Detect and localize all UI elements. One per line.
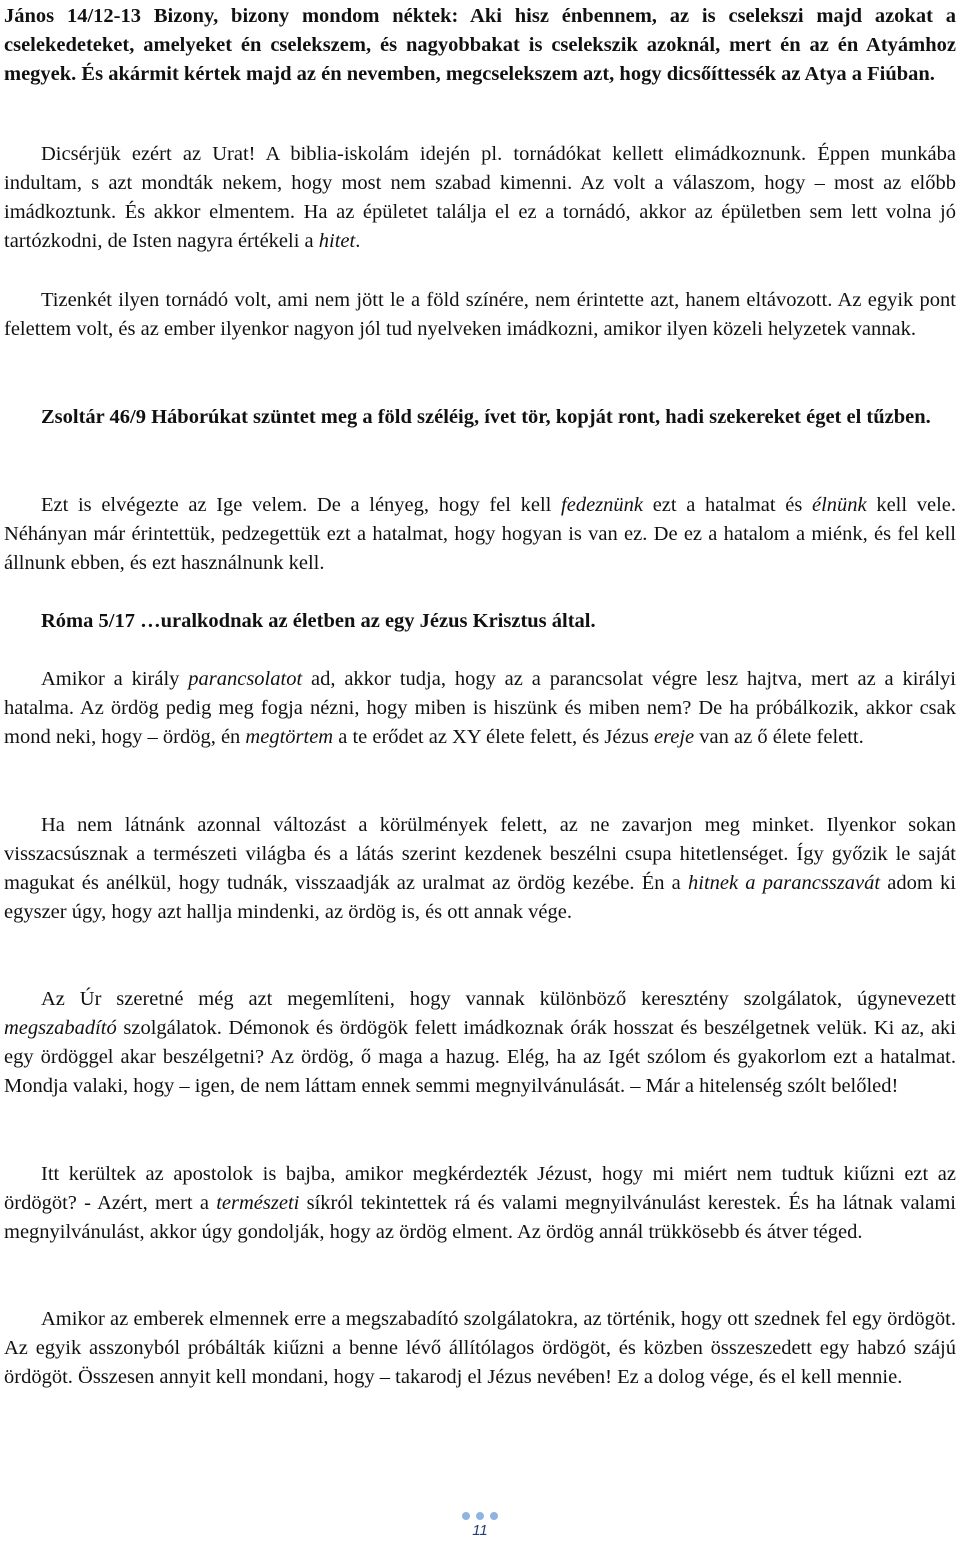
text-run: van az ő élete felett. — [694, 726, 864, 748]
text-run: kell vele. Néhányan már érintettük, pedzegettük ezt a hatalmat, hogy hogyan is van ez. De ez a hatalom a miénk, és fel kell állnunk ebben, és ezt használnunk kell. — [4, 494, 956, 574]
text-run: Ha nem látnánk azonnal változást a körülmények felett, az ne zavarjon meg minket. Ilyenkor sokan visszacsúsznak a természeti világba és a látás szerint kezdenek beszélni csupa hitetlenséget. Így győzik le saját magukat és anélkül, hogy tudnák, visszaadják az uralmat az ördög kezébe. Én a — [4, 814, 956, 894]
text-run: Dicsérjük ezért az Urat! A biblia-iskolám idején pl. tornádókat kellett elimádkoznunk. Éppen munkába indultam, s azt mondták nekem, hogy most nem szabad kimenni. Az volt a válaszom, hogy – most az előbb imádkoztunk. És akkor elmentem. Ha az épületet találja el ez a tornádó, akkor az épületben sem lett volna jó tartózkodni, de Isten nagyra értékeli a — [4, 143, 956, 252]
body-paragraph — [4, 286, 956, 344]
emphasized-text: ereje — [653, 726, 695, 748]
text-run: János 14/12-13 Bizony, bizony mondom néktek: Aki hisz énbennem, az is cselekszi majd azokat a cselekedeteket, amelyeket én cselekszem, és nagyobbakat is cselekszik azoknál, mert én az én Atyámhoz megyek. És akármit kértek majd az én nevemben, megcselekszem azt, hogy dicsőíttessék az Atya a Fiúban. — [4, 5, 956, 85]
body-paragraph — [4, 491, 956, 578]
footer-dots-ornament — [0, 1512, 960, 1520]
text-run: szolgálatok. Démonok és ördögök felett imádkoznak órák hosszat és beszélgetnek velük. Ki az, aki egy ördöggel akar beszélgetni? Az ördög, ő maga a hazug. Elég, ha az Igét szólom és gyakorlom ezt a hatalmat. Mondja valaki, hogy – igen, de nem láttam ennek semmi megnyilvánulását. – Már a hitelenség szólt belőled! — [4, 1017, 956, 1097]
scripture-reference-paragraph — [4, 2, 956, 89]
emphasized-text: hitnek a parancsszavát — [688, 872, 881, 894]
text-run: Az Úr szeretné még azt megemlíteni, hogy vannak különböző keresztény szolgálatok, úgynevezett — [41, 988, 956, 1010]
emphasized-text: parancsolatot — [188, 668, 303, 690]
text-run: Tizenkét ilyen tornádó volt, ami nem jött le a föld színére, nem érintette azt, hanem eltávozott. Az egyik pont felettem volt, és az ember ilyenkor nagyon jól tud nyelveken imádkozni, amikor ilyen közeli helyzetek vannak. — [4, 289, 956, 340]
text-run: Zsoltár 46/9 Háborúkat szüntet meg a föld széléig, ívet tör, kopját ront, hadi szekereket éget el tűzben. — [41, 406, 931, 428]
body-paragraph — [4, 140, 956, 256]
emphasized-text: megtörtem — [245, 726, 334, 748]
text-run: síkról tekintettek rá és valami megnyilvánulást kerestek. És ha látnak valami megnyilvánulást, akkor úgy gondolják, hogy az ördög elment. Az ördög annál trükkösebb és átver téged. — [4, 1192, 956, 1243]
emphasized-text: természeti — [216, 1192, 300, 1214]
page-footer — [0, 1512, 960, 1539]
body-paragraph — [4, 811, 956, 927]
footer-dot — [462, 1512, 470, 1520]
text-run: Ezt is elvégezte az Ige velem. De a lényeg, hogy fel kell — [41, 494, 562, 516]
text-run: Itt kerültek az apostolok is bajba, amikor megkérdezték Jézust, hogy mi miért nem tudtuk kiűzni ezt az ördögöt? - Azért, mert a — [4, 1163, 956, 1214]
page-number: 11 — [472, 1522, 488, 1539]
text-run: Róma 5/17 …uralkodnak az életben az egy Jézus Krisztus által. — [41, 610, 596, 632]
footer-dot — [490, 1512, 498, 1520]
emphasized-text: hitet — [318, 230, 356, 252]
scripture-reference-paragraph — [4, 403, 956, 432]
text-run: ad, akkor tudja, hogy az a parancsolat végre lesz hajtva, mert az a királyi hatalma. Az ördög pedig meg fogja nézni, hogy miben is hiszünk és miben nem? De ha próbálkozik, akkor csak mond neki, hogy – ördög, én — [4, 668, 956, 748]
emphasized-text: megszabadító — [4, 1017, 117, 1039]
text-run: Amikor az emberek elmennek erre a megszabadító szolgálatokra, az történik, hogy ott szednek fel egy ördögöt. Az egyik asszonyból próbálták kiűzni a benne lévő állítólagos ördögöt, és közben összeszedett egy habzó szájú ördögöt. Összesen annyit kell mondani, hogy – takarodj el Jézus nevében! Ez a dolog vége, és el kell mennie. — [4, 1308, 956, 1388]
footer-dot — [476, 1512, 484, 1520]
body-paragraph — [4, 1305, 956, 1392]
text-run: adom ki egyszer úgy, hogy azt hallja mindenki, az ördög is, és ott annak vége. — [4, 872, 956, 923]
text-run: ezt a hatalmat és — [643, 494, 812, 516]
text-run: . — [355, 230, 361, 252]
body-paragraph — [4, 985, 956, 1101]
text-run: a te erődet az XY élete felett, és Jézus — [333, 726, 654, 748]
emphasized-text: fedeznünk — [561, 494, 644, 516]
body-paragraph — [4, 665, 956, 752]
text-run: Amikor a király — [41, 668, 189, 690]
scripture-reference-paragraph — [4, 607, 956, 636]
emphasized-text: élnünk — [812, 494, 867, 516]
body-paragraph — [4, 1160, 956, 1247]
